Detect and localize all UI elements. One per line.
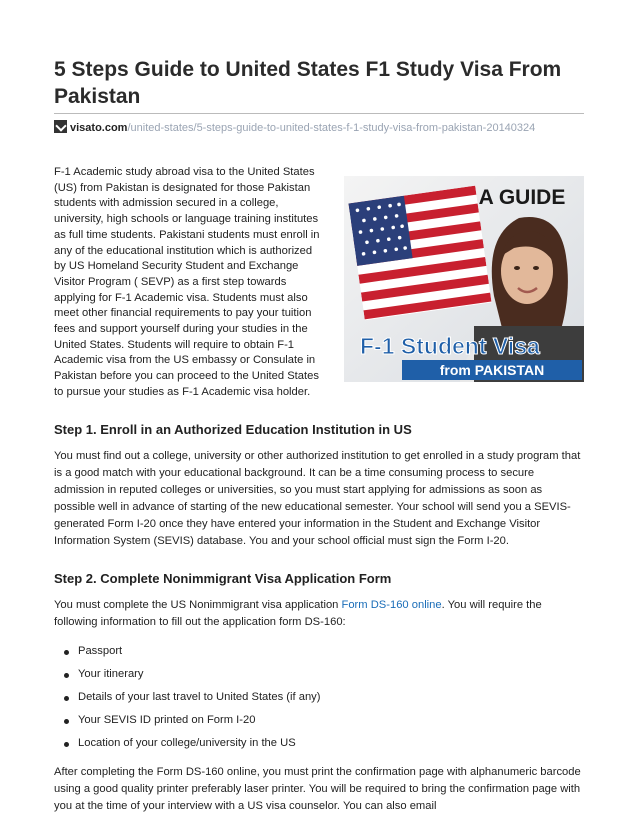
- guide-illustration: [344, 176, 584, 382]
- us-flag-icon: [348, 186, 491, 321]
- list-item: Location of your college/university in the US: [54, 732, 584, 755]
- intro-paragraph: F-1 Academic study abroad visa to the United States (US) from Pakistan is designated for those Pakistan students with admission secured in a college, university, high schools or language training institutes as full time students. Pakistani students must enroll in any of the educational institution which is authorized by US Homeland Security Student and Exchange Visitor Program ( SEVP) as a first step towards applying for F-1 Academic visa. Students must also meet other financial requirements to pay your tuition fees and support yourself during your studies in the United States. Students will require to obtain F-1 Academic visa from the US embassy or Consulate in Pakistan before you can proceed to the United States to pursue your studies as F-1 Academic visa holder.: [54, 166, 320, 398]
- step1-body: You must find out a college, university or other authorized institution to get enrolled in a study program that is a good match with your educational background. It can be a time consuming process to secure admission in reputed colleges or universities, so you must start applying for admissions as soon as possible well in advance of starting of the new educational semester. Your school will send you a SEVIS-generated Form I-20 once they have entered your information in the Student and Exchange Visitor Information System (SEVIS) database. You and your school official must sign the Form I-20.: [54, 450, 581, 547]
- ds160-link[interactable]: Form DS-160 online: [341, 599, 442, 611]
- list-item: Passport: [54, 640, 584, 663]
- guide-image: [344, 176, 584, 382]
- step2-body-before: You must complete the US Nonimmigrant visa application: [54, 599, 342, 611]
- list-item: Your SEVIS ID printed on Form I-20: [54, 709, 584, 732]
- guide-heading: A GUIDE: [478, 186, 566, 209]
- step2-heading: Step 2. Complete Nonimmigrant Visa Application Form: [54, 571, 392, 586]
- banner-sub: from PAKISTAN: [439, 362, 545, 378]
- step2-body-after: . You will require the following information to fill out the application form DS-160:: [54, 599, 542, 628]
- page-title: 5 Steps Guide to United States F1 Study Visa From Pakistan: [54, 58, 562, 108]
- step2-intro: [54, 597, 584, 631]
- list-item: Your itinerary: [54, 663, 584, 686]
- banner-main: F-1 Student Visa: [360, 333, 540, 359]
- step2-closing: After completing the Form DS-160 online, you must print the confirmation page with alphanumeric barcode using a good quality printer preferably laser printer. You will be required to bring the confirmation page with you at the time of your interview with a US visa counselor. You can also email: [54, 766, 581, 812]
- list-item: Details of your last travel to United States (if any): [54, 686, 584, 709]
- step1-heading: Step 1. Enroll in an Authorized Education Institution in US: [54, 422, 412, 437]
- visato-logo-icon: [54, 120, 67, 133]
- source-path[interactable]: /united-states/5-steps-guide-to-united-states-f-1-study-visa-from-pakistan-20140324: [127, 122, 536, 134]
- required-info-list: [54, 640, 584, 755]
- source-site[interactable]: visato.com: [70, 122, 128, 134]
- source-url[interactable]: [54, 113, 584, 136]
